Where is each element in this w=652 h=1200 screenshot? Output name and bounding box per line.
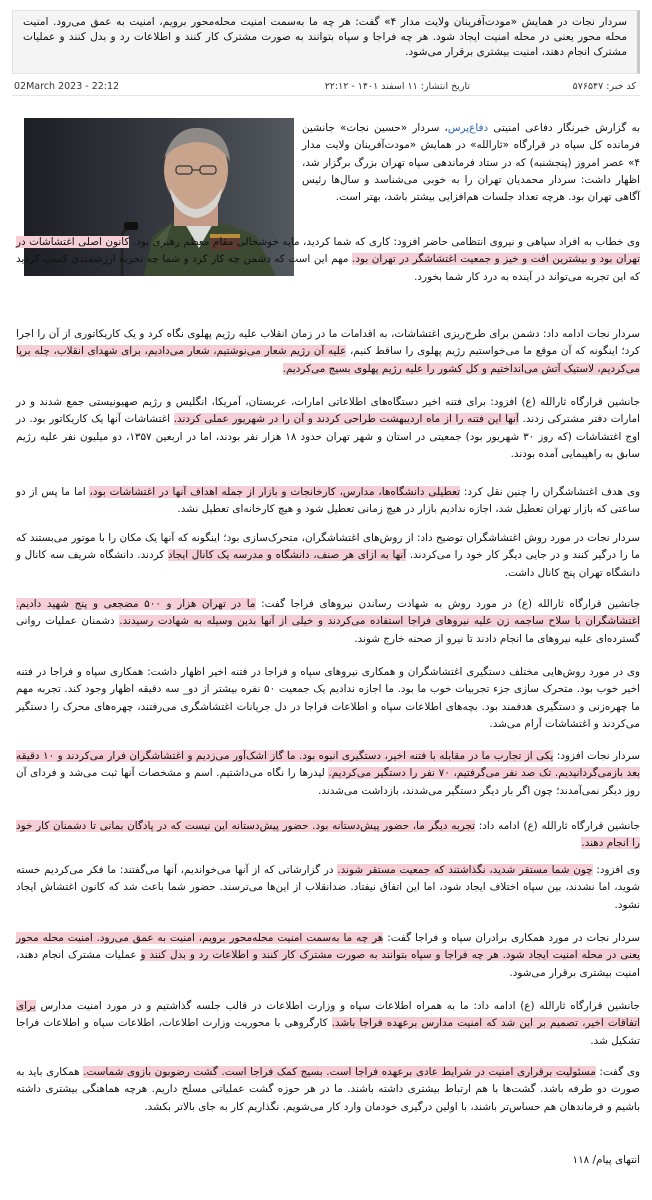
p2-text-a: وی خطاب به افراد سپاهی و نیروی انتظامی حاضر افزود: کاری که شما کردید، مایه خوشحالی مقام معظم رهبری بود.: [129, 236, 640, 248]
paragraph-13: [16, 998, 640, 1050]
p8-text-a: وی در مورد روش‌هایی مختلف دستگیری اغتشاشگران و همکاری نیروهای سپاه و فراجا در فتنه اخیر اظهار داشت: همکاری سپاه و فراجا در فتنه اخیر خوب بود. متحرک سازی جزء تجربیات خوب ما بود. ما اجازه ندادیم یک جمعیت ۵۰ نفره بیشتر از دو_ سه دقیقه اظهار وجود کند. تجربه مهم ما چهره‌زنی و دستگیری هدفمند بود. بچه‌های اطلاعات سپاه و اطلاعات فراجا در دل جریانات اغتشاشگری می‌رفتند، چهره‌های محرک را دستگیر می‌کردند و اغتشاشات آرام می‌شد.: [16, 666, 640, 730]
paragraph-2-body: [16, 234, 640, 286]
p14-text-b: همکاری باید به صورت دو طرفه باشد. گشت‌ها با هم ارتباط بیشتری داشته باشند. ما در هر حوزه گشت عملیاتی مسلح داریم. هرچه هماهنگی بیشتری داشته باشیم و فرماندهان هم حساس‌تر باشند، با اولین درگیری خودمان وارد کار می‌شویم. نگذاریم کار به جای بالاتر بکشد.: [16, 1066, 640, 1113]
p4-highlight: آنها این فتنه را از ماه اردیبهشت طراحی کردند و آن را در شهریور عملی کردند.: [173, 413, 519, 426]
p3-highlight: علیه آن رژیم شعار می‌نوشتیم، شعار می‌دادیم، برای شهدای انقلاب، چله برپا می‌کردیم، لاستیک آتش می‌انداختیم و کل کشور را علیه رژیم پهلوی بسیج می‌کردیم.: [16, 345, 640, 375]
paragraph-5: [16, 484, 640, 519]
lead-summary: سردار نجات در همایش «مودت‌آفرینان ولایت مدار ۴» گفت: هر چه ما به‌سمت امنیت محله‌محور برویم، امنیت به عمق می‌رود. امنیت محله محور یعنی در محله امنیت ایجاد شود. هر چه فراجا و سپاه بتوانند به صورت مشترک کار کنند و اطلاعات رد و بدل کنند و عملیات مشترک انجام دهند، امنیت بیشتری برقرار می‌شود.: [12, 10, 640, 74]
p13-text-a: جانشین قرارگاه ثارالله (ع) ادامه داد: ما به همراه اطلاعات سپاه و وزارت اطلاعات در قالب جلسه گذاشتیم و در مورد امنیت مدارس: [35, 1000, 640, 1012]
paragraph-8: [16, 664, 640, 733]
source-link[interactable]: دفاع‌پرس: [447, 122, 489, 134]
p5-text-a: وی هدف اغتشاشگران را چنین نقل کرد:: [460, 486, 640, 498]
p2-highlight: کانون اصلی اغتشاشات در تهران بود و بیشترین افت و خیز و جمعیت اغتشاشگر در تهران بود.: [16, 236, 640, 266]
p9-text-b: لیدرها را نگاه می‌داشتیم. اسم و مشخصات آنها ثبت می‌شد و فردای آن روز دیگر نمی‌آمدند؛ چون اگر بار دیگر دستگیر می‌شدند، بازداشت می‌شدند.: [16, 767, 640, 797]
paragraph-11: [16, 862, 640, 914]
p10-highlight: تجربه دیگر ما، حضور پیش‌دستانه بود. حضور پیش‌دستانه این نیست که در پادگان بمانی تا دشمنان کار خود را انجام دهند.: [16, 820, 640, 850]
p2-text-b: مهم این است که دشمن چه کار کرد و شما چه تجربه ارزشمندی کسب کردید که این تجربه می‌تواند در آینده به درد کار شما بخورد.: [16, 253, 640, 283]
p9-text-a: سردار نجات افزود:: [553, 750, 640, 762]
paragraph-9: [16, 748, 640, 800]
p1-text-a: به گزارش خبرنگار دفاعی امنیتی: [488, 122, 640, 134]
p6-text-a: سردار نجات در مورد روش اغتشاشگران توضیح داد: از روش‌های اغتشاشگران، متحرک‌سازی بود؛ اینگونه که آنها یک مکان را با موتور می‌بستند که ما را درگیر کنند و در جایی دیگر کار خود را می‌کردند.: [16, 532, 640, 562]
p7-highlight: ما در تهران هزار و ۵۰۰ مضجعی و پنج شهید دادیم. اغتشاشگران با سلاح ساجمه زن علیه نیروهای فراجا استفاده می‌کردند و خیلی از آنها بدین وسیله به شهادت رسیدند.: [16, 598, 640, 628]
p12-text-a: سردار نجات در مورد همکاری برادران سپاه و فراجا گفت:: [383, 932, 640, 944]
p6-highlight: آنها به ازای هر صنف، دانشگاه و مدرسه یک کانال ایجاد: [167, 549, 407, 562]
paragraph-7: [16, 596, 640, 648]
p5-text-b: اما ما پس از دو ساعتی که بازار تهران تعطیل شد، اجازه ندادیم بازار در هیچ زمانی تعطیل شود و هیچ کارخانه‌ای تعطیل نشد.: [16, 486, 640, 516]
publish-date: تاریخ انتشار: ۱۱ اسفند ۱۴۰۱ - ۲۲:۱۲: [324, 81, 470, 92]
p11-text-a: وی افزود:: [592, 864, 641, 876]
paragraph-6: [16, 530, 640, 582]
p12-text-b: عملیات مشترک انجام دهند، امنیت بیشتری برقرار می‌شود.: [16, 949, 640, 979]
p14-highlight-2: بسیج کمک فراجا است.: [221, 1066, 327, 1078]
news-code: کد خبر: ۵۷۶۵۴۷: [572, 81, 636, 92]
paragraph-3: [16, 326, 640, 378]
p1-text-b: ، سردار «حسین نجات» جانشین فرمانده کل سپاه در قرارگاه «ثارالله» در همایش «مودت‌آفرینان ولایت مدار ۴» عصر امروز (پنجشنبه) که در ستاد فرماندهی سپاه تهران بزرگ برگزار شد، اظهار داشت: سردار محمدیان تهران را به خوبی می‌شناسد و سال‌ها رئیس آگاهی تهران بود. هرچه تعداد جلسات هم‌افزایی بیشتر باشد، بهتر است.: [302, 122, 640, 204]
p7-text-a: جانشین قرارگاه ثارالله (ع) در مورد روش به شهادت رساندن نیروهای فراجا گفت:: [255, 598, 640, 610]
p14-highlight-1: مسئولیت برقراری امنیت در شرایط عادی برعهده فراجا است.: [326, 1066, 596, 1078]
paragraph-14: [16, 1064, 640, 1116]
p3-text-a: سردار نجات ادامه داد: دشمن برای طرح‌ریزی اغتشاشات، به اقدامات ما در زمان انقلاب علیه رژیم پهلوی نگاه کرد و یک کاریکاتوری از آن را اجرا کرد؛ اینگونه که آن موقع ما می‌خواستیم رژیم پهلوی را ساقط کنیم،: [16, 328, 640, 358]
article-meta: [12, 78, 640, 96]
publish-date-en: 02March 2023 - 22:12: [14, 81, 120, 92]
p9-highlight-1: یکی از تجارب ما در مقابله با فتنه اخیر، دستگیری انبوه بود.: [299, 750, 554, 762]
p12-highlight: هر چه ما به‌سمت امنیت محله‌محور برویم، امنیت به عمق می‌رود. امنیت محله محور یعنی در محله امنیت ایجاد شود. هر چه فراجا و سپاه بتوانند به صورت مشترک کار کنند و اطلاعات رد و بدل کنند و: [16, 932, 640, 962]
p11-text-b: در گزارشاتی که از آنها می‌خواندیم، آنها می‌گفتند: ما فکر می‌کردیم خسته شوید، اما نشدند، بین سپاه اختلاف ایجاد شود، اما این اتفاق نیفتاد. ضدانقلاب از این‌ها می‌ترسند. حضور شما باعث شد که کانون اغتشاش ایجاد نشود.: [16, 864, 640, 911]
p9-highlight-2: ما گاز اشک‌آور می‌زدیم و اغتشاشگران فرار می‌کردند و ۱۰ دقیقه بعد بازمی‌گردانیدیم. تک صد نفر می‌گرفتیم، ۷۰ نفر را دستگیر می‌کردیم.: [16, 750, 641, 780]
p5-highlight: تعطیلی دانشگاه‌ها، مدارس، کارخانجات و بازار از جمله اهداف آنها در اغتشاشات بود،: [89, 486, 460, 498]
paragraph-1: [16, 120, 640, 206]
paragraph-4: [16, 394, 640, 463]
p11-highlight: چون شما مستقر شدید، نگذاشتند که جمعیت مستقر شوند.: [337, 864, 593, 876]
p4-text-a: جانشین قرارگاه ثارالله (ع) افزود: برای فتنه اخیر دستگاه‌های اطلاعاتی امارات، عربستان، آمریکا، انگلیس و رژیم صهیونیستی جمع شدند و در امارات دفتر مشترکی زدند.: [16, 396, 640, 426]
p6-text-b: کردند. دانشگاه شریف سه کانال و دانشگاه تهران پنج کانال داشت.: [16, 549, 640, 579]
paragraph-10: [16, 818, 640, 853]
paragraph-12: [16, 930, 640, 982]
p13-text-b: کارگروهی با محوریت وزارت اطلاعات، اطلاعات سپاه و اطلاعات فراجا تشکیل شد.: [16, 1017, 640, 1047]
p10-text-a: جانشین قرارگاه ثارالله (ع) ادامه داد:: [475, 820, 640, 832]
end-of-message: انتهای پیام/ ۱۱۸: [572, 1154, 640, 1166]
p14-highlight-3: گشت رضوبون بازوی شماست.: [83, 1066, 222, 1078]
p7-text-b: دشمنان عملیات روانی گسترده‌ای علیه نیروهای ما انجام دادند تا نیرو از صحنه خارج شوند.: [16, 615, 640, 645]
p14-text-a: وی گفت:: [595, 1066, 641, 1078]
p13-highlight: برای اتفاقات اخیر، تصمیم بر این شد که امنیت مدارس برعهده فراجا باشد.: [16, 1000, 640, 1030]
p4-text-b: اغتشاشات آنها یک کاریکاتور بود. در اوج اغتشاشات (که روز ۳۰ شهریور بود) جمعیتی در استان و شهر تهران حدود ۱۸ هزار نفر بودند، اما در اربعین ۱۳۵۷، دو میلیون نفر علیه رژیم سابق به راهپیمایی آمده بودند.: [16, 413, 640, 460]
